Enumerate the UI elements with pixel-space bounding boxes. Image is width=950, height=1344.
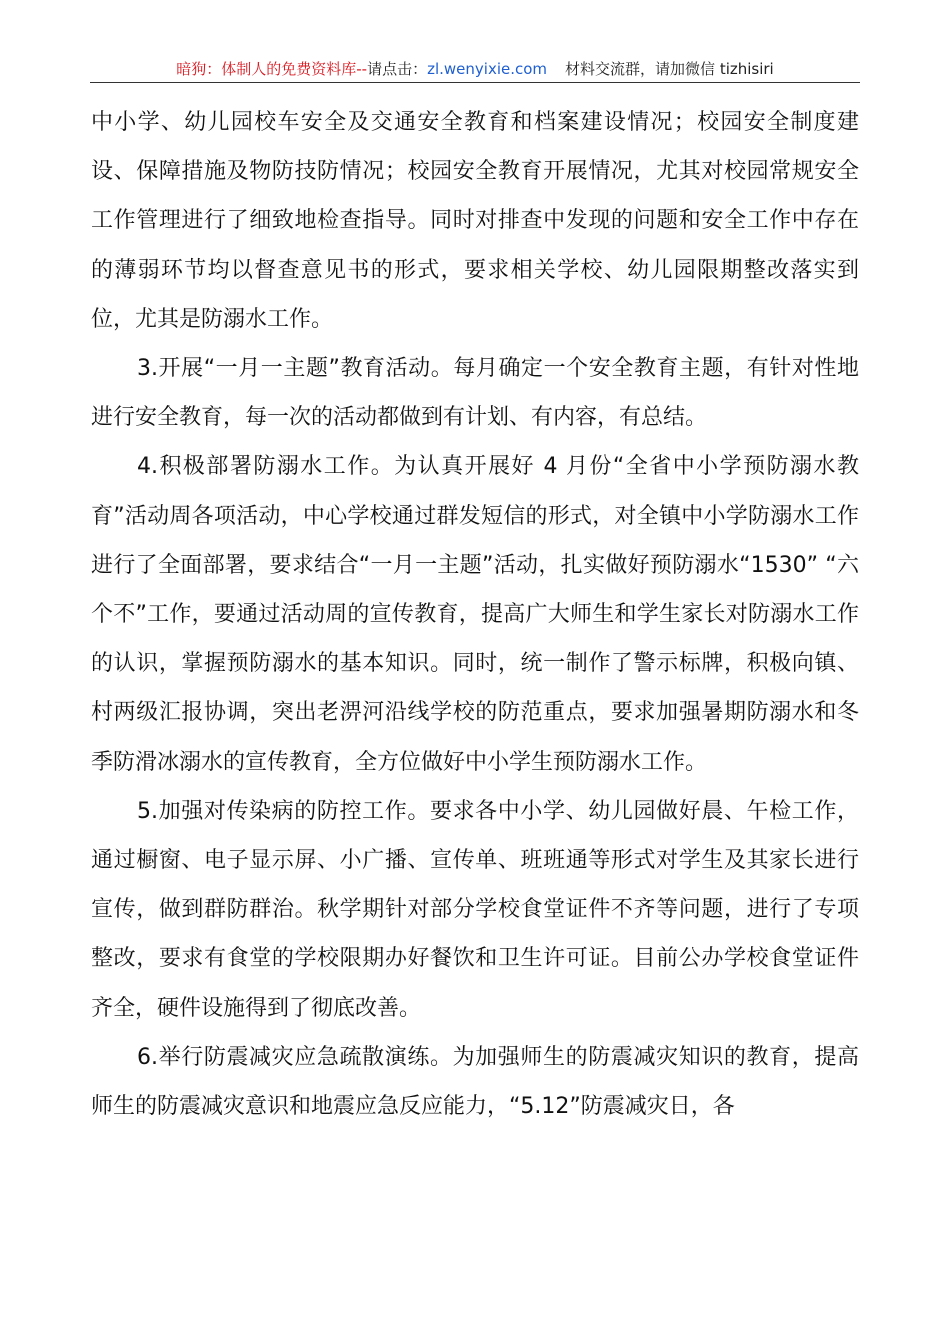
- header-url-link[interactable]: zl.wenyixie.com: [427, 60, 548, 78]
- paragraph-continuation: 中小学、幼儿园校车安全及交通安全教育和档案建设情况；校园安全制度建设、保障措施及物防技防情况；校园安全教育开展情况，尤其对校园常规安全工作管理进行了细致地检查指导。同时对排查中发现的问题和安全工作中存在的薄弱环节均以督查意见书的形式，要求相关学校、幼儿园限期整改落实到位，尤其是防溺水工作。: [91, 110, 859, 332]
- header-dash: --: [356, 60, 368, 78]
- document-body: [91, 98, 859, 1131]
- header-divider: [90, 82, 860, 83]
- paragraph-item-3: 3.开展“一月一主题”教育活动。每月确定一个安全教育主题，有针对性地进行安全教育，每一次的活动都做到有计划、有内容，有总结。: [91, 356, 859, 431]
- header-wechat: 材料交流群，请加微信 tizhisiri: [565, 60, 774, 78]
- header-click-label: 请点击：: [367, 60, 428, 78]
- page-header: [90, 56, 860, 82]
- header-brand: 暗狗：体制人的免费资料库: [176, 60, 357, 78]
- paragraph-item-5: 5.加强对传染病的防控工作。要求各中小学、幼儿园做好晨、午检工作，通过橱窗、电子显示屏、小广播、宣传单、班班通等形式对学生及其家长进行宣传，做到群防群治。秋学期针对部分学校食堂证件不齐等问题，进行了专项整改，要求有食堂的学校限期办好餐饮和卫生许可证。目前公办学校食堂证件齐全，硬件设施得到了彻底改善。: [91, 798, 859, 1021]
- paragraph-item-6: 6.举行防震减灾应急疏散演练。为加强师生的防震减灾知识的教育，提高师生的防震减灾意识和地震应急反应能力，“5.12”防震减灾日，各: [91, 1044, 859, 1120]
- paragraph-item-4: 4.积极部署防溺水工作。为认真开展好 4 月份“全省中小学预防溺水教育”活动周各项活动，中心学校通过群发短信的形式，对全镇中小学防溺水工作进行了全面部署，要求结合“一月一主题”活动，扎实做好预防溺水“1530” “六个不”工作，要通过活动周的宣传教育，提高广大师生和学生家长对防溺水工作的认识，掌握预防溺水的基本知识。同时，统一制作了警示标牌，积极向镇、村两级汇报协调，突出老淠河沿线学校的防范重点，要求加强暑期防溺水和冬季防滑冰溺水的宣传教育，全方位做好中小学生预防溺水工作。: [91, 454, 859, 775]
